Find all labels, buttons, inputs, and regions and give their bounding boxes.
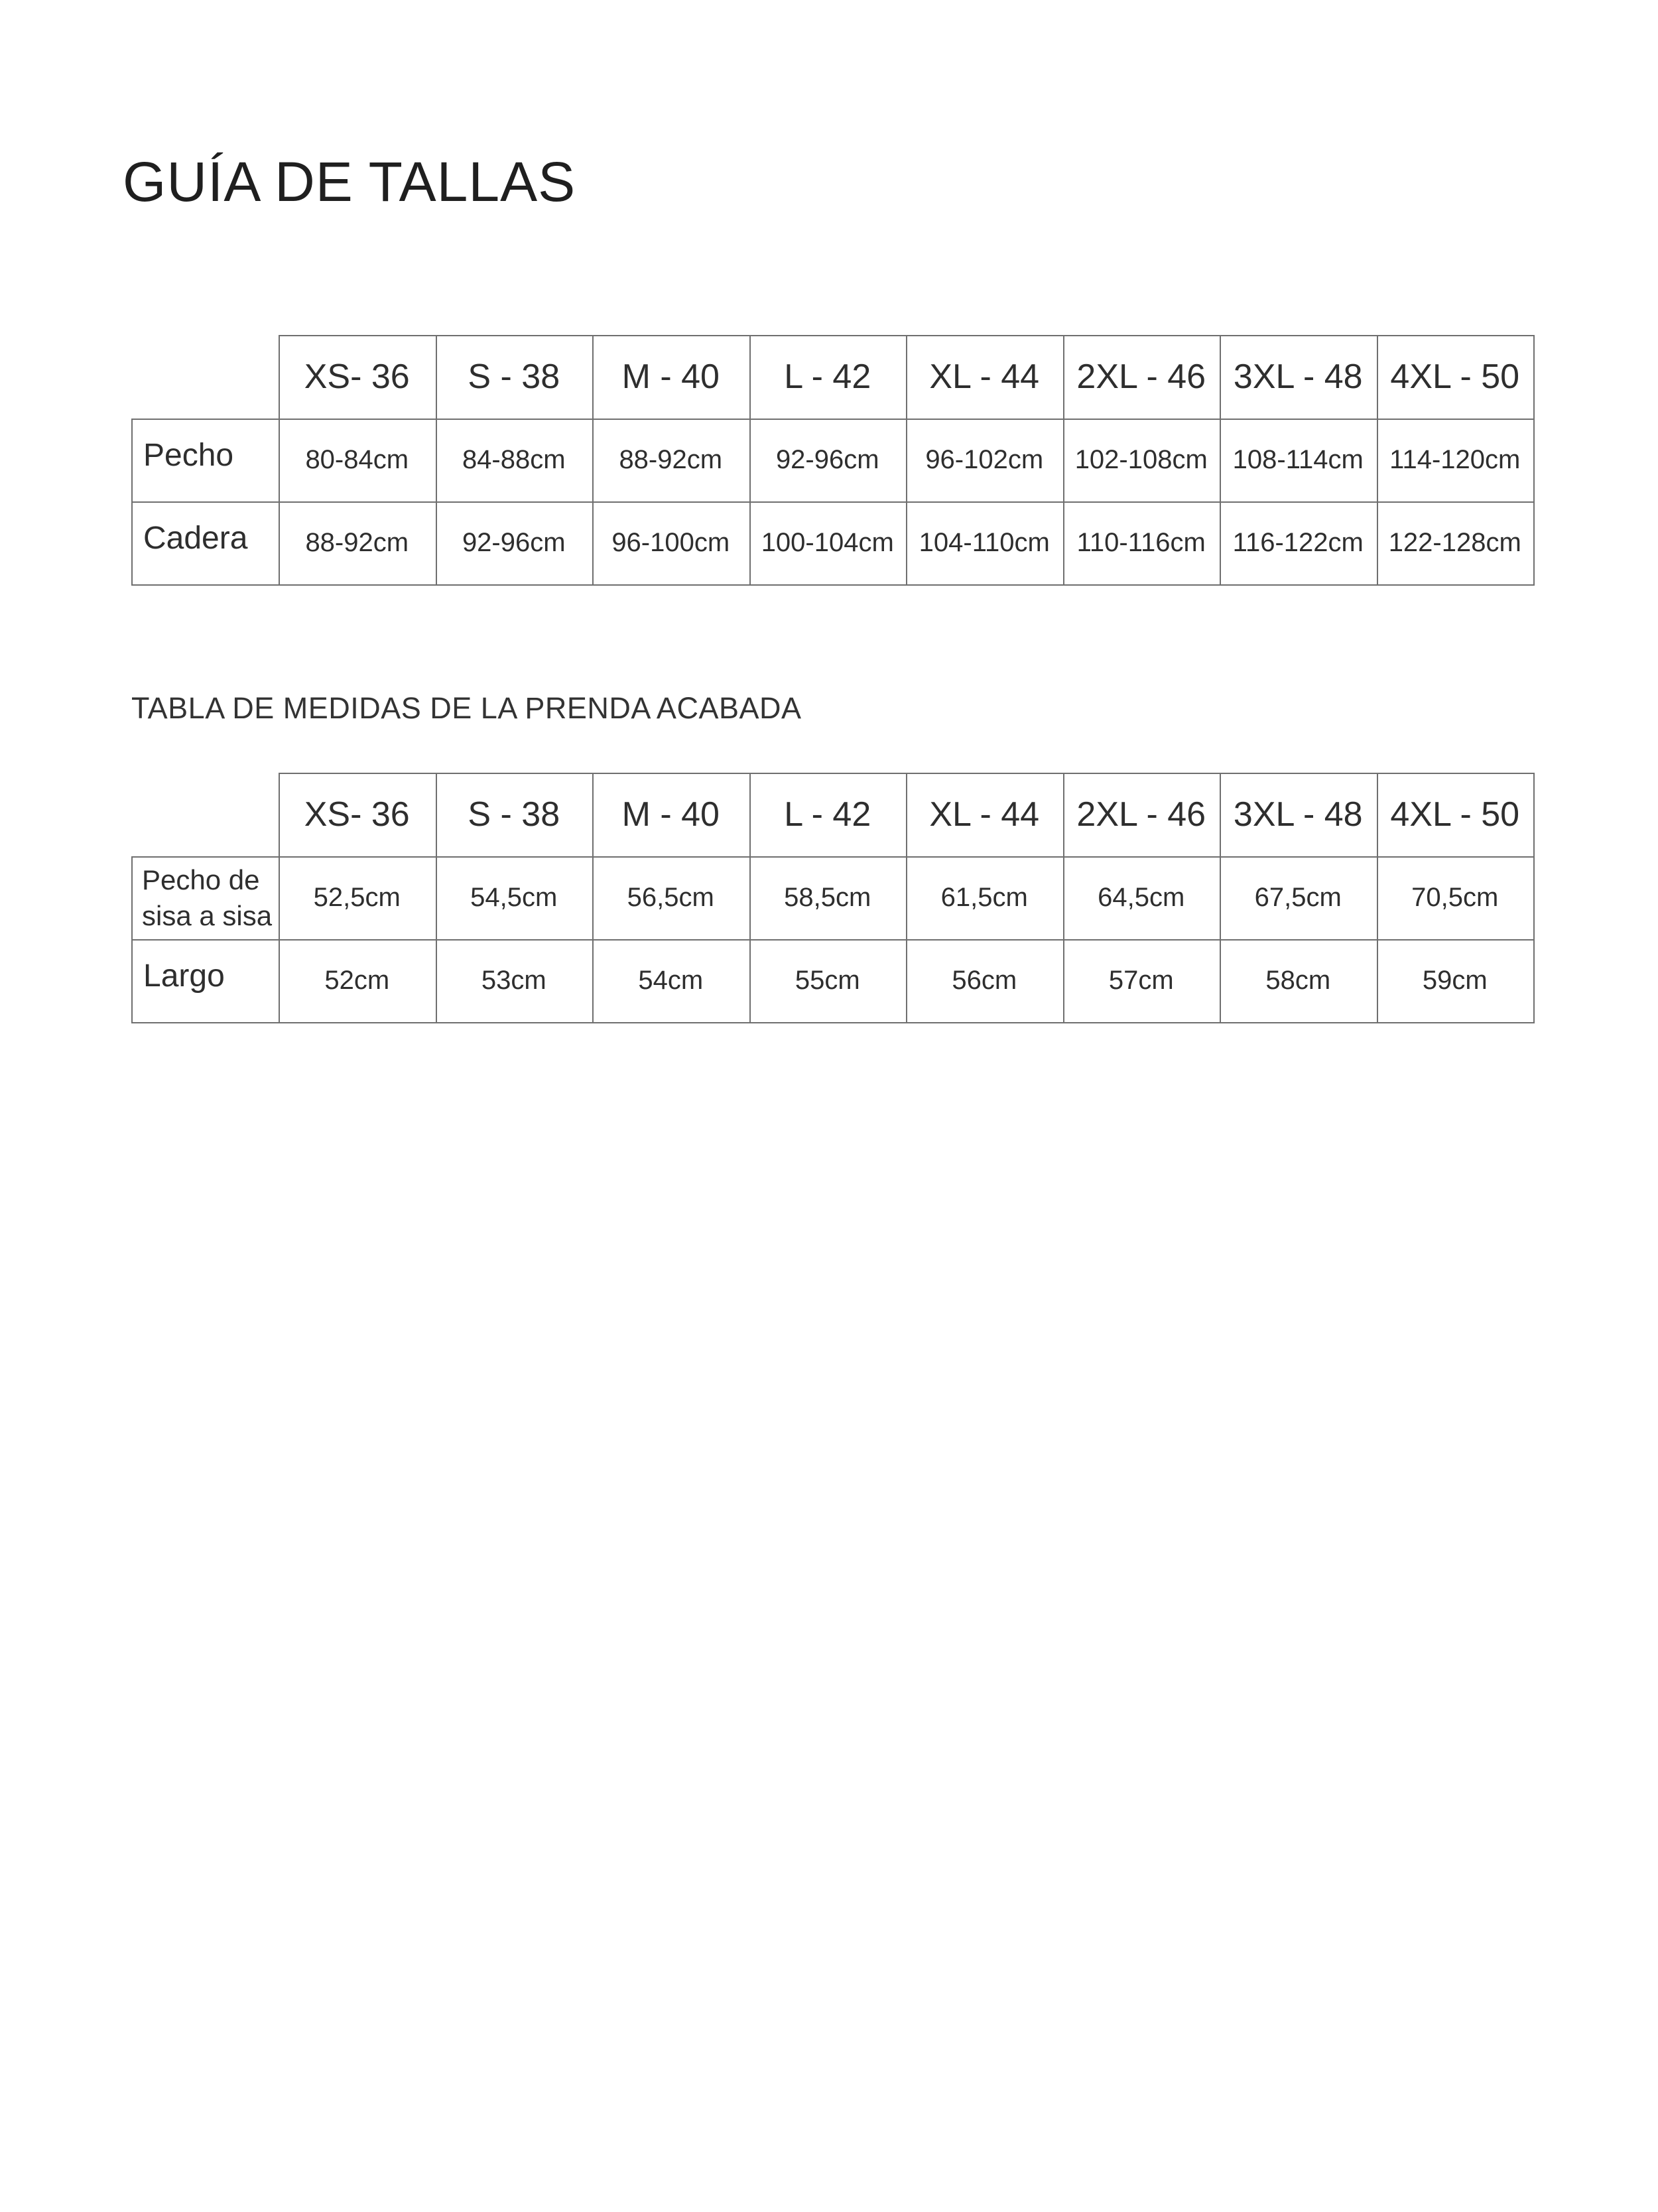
grid-line (906, 773, 907, 1023)
size-header: L - 42 (784, 795, 871, 834)
grid-line (749, 335, 751, 586)
grid-line (279, 773, 280, 1023)
garment-size-table (0, 773, 1658, 1025)
grid-line (592, 335, 594, 586)
grid-line (436, 335, 437, 586)
table-cell: 59cm (1422, 966, 1488, 995)
size-header: XS- 36 (304, 795, 410, 834)
size-header: 3XL - 48 (1233, 358, 1363, 396)
table-cell: 58cm (1265, 966, 1331, 995)
grid-line (1220, 335, 1221, 586)
table-cell: 88-92cm (619, 445, 723, 474)
grid-line (1377, 335, 1378, 586)
table-cell: 52,5cm (313, 883, 401, 912)
table-cell: 92-96cm (462, 528, 566, 557)
table-cell: 52cm (324, 966, 390, 995)
grid-line (131, 1022, 1535, 1023)
table-cell: 114-120cm (1389, 445, 1521, 474)
grid-line (279, 335, 280, 586)
table-cell: 67,5cm (1254, 883, 1342, 912)
size-header: L - 42 (784, 358, 871, 396)
table-cell: 96-102cm (925, 445, 1044, 474)
table-cell: 58,5cm (784, 883, 871, 912)
table-cell: 110-116cm (1076, 528, 1206, 557)
size-header: 3XL - 48 (1233, 795, 1363, 834)
table-cell: 92-96cm (775, 445, 879, 474)
grid-line (1220, 773, 1221, 1023)
table-cell: 56cm (952, 966, 1017, 995)
size-header: S - 38 (468, 358, 560, 396)
table-cell: 96-100cm (611, 528, 730, 557)
grid-line (1063, 773, 1064, 1023)
grid-line (436, 773, 437, 1023)
table-cell: 64,5cm (1098, 883, 1185, 912)
grid-line (131, 856, 133, 1023)
table-cell: 108-114cm (1232, 445, 1364, 474)
table-cell: 100-104cm (761, 528, 894, 557)
size-header: M - 40 (621, 358, 720, 396)
grid-line (749, 773, 751, 1023)
table-cell: 57cm (1108, 966, 1174, 995)
grid-line (131, 856, 1535, 858)
page-title: GUÍA DE TALLAS (123, 151, 576, 213)
size-header: 4XL - 50 (1390, 358, 1520, 396)
grid-line (592, 773, 594, 1023)
grid-line (1063, 335, 1064, 586)
garment-section-title: TABLA DE MEDIDAS DE LA PRENDA ACABADA (131, 691, 802, 725)
grid-line (131, 584, 1535, 586)
grid-line (131, 501, 1535, 503)
size-header: XL - 44 (929, 795, 1040, 834)
table-cell: 61,5cm (940, 883, 1028, 912)
size-header: XS- 36 (304, 358, 410, 396)
row-label: Pecho (143, 438, 234, 473)
table-cell: 54cm (638, 966, 704, 995)
grid-line (131, 939, 1535, 941)
grid-line (1533, 773, 1535, 1023)
table-cell: 102-108cm (1074, 445, 1208, 474)
table-cell: 88-92cm (305, 528, 409, 557)
table-cell: 55cm (795, 966, 860, 995)
size-header: 4XL - 50 (1390, 795, 1520, 834)
table-cell: 53cm (481, 966, 546, 995)
table-cell: 104-110cm (919, 528, 1050, 557)
table-cell: 84-88cm (462, 445, 566, 474)
table-cell: 80-84cm (305, 445, 409, 474)
grid-line (1377, 773, 1378, 1023)
size-header: XL - 44 (929, 358, 1040, 396)
size-header: 2XL - 46 (1076, 358, 1206, 396)
table-cell: 116-122cm (1232, 528, 1364, 557)
grid-line (906, 335, 907, 586)
body-size-table (0, 335, 1658, 587)
table-cell: 122-128cm (1388, 528, 1521, 557)
table-cell: 70,5cm (1411, 883, 1499, 912)
grid-line (1533, 335, 1535, 586)
row-label: Pecho de sisa a sisa (142, 864, 273, 931)
size-header: S - 38 (468, 795, 560, 834)
table-cell: 54,5cm (470, 883, 558, 912)
size-header: 2XL - 46 (1076, 795, 1206, 834)
grid-line (131, 419, 1535, 420)
grid-line (131, 419, 133, 586)
row-label: Cadera (143, 521, 248, 556)
row-label: Largo (143, 958, 225, 994)
table-cell: 56,5cm (627, 883, 714, 912)
size-header: M - 40 (621, 795, 720, 834)
